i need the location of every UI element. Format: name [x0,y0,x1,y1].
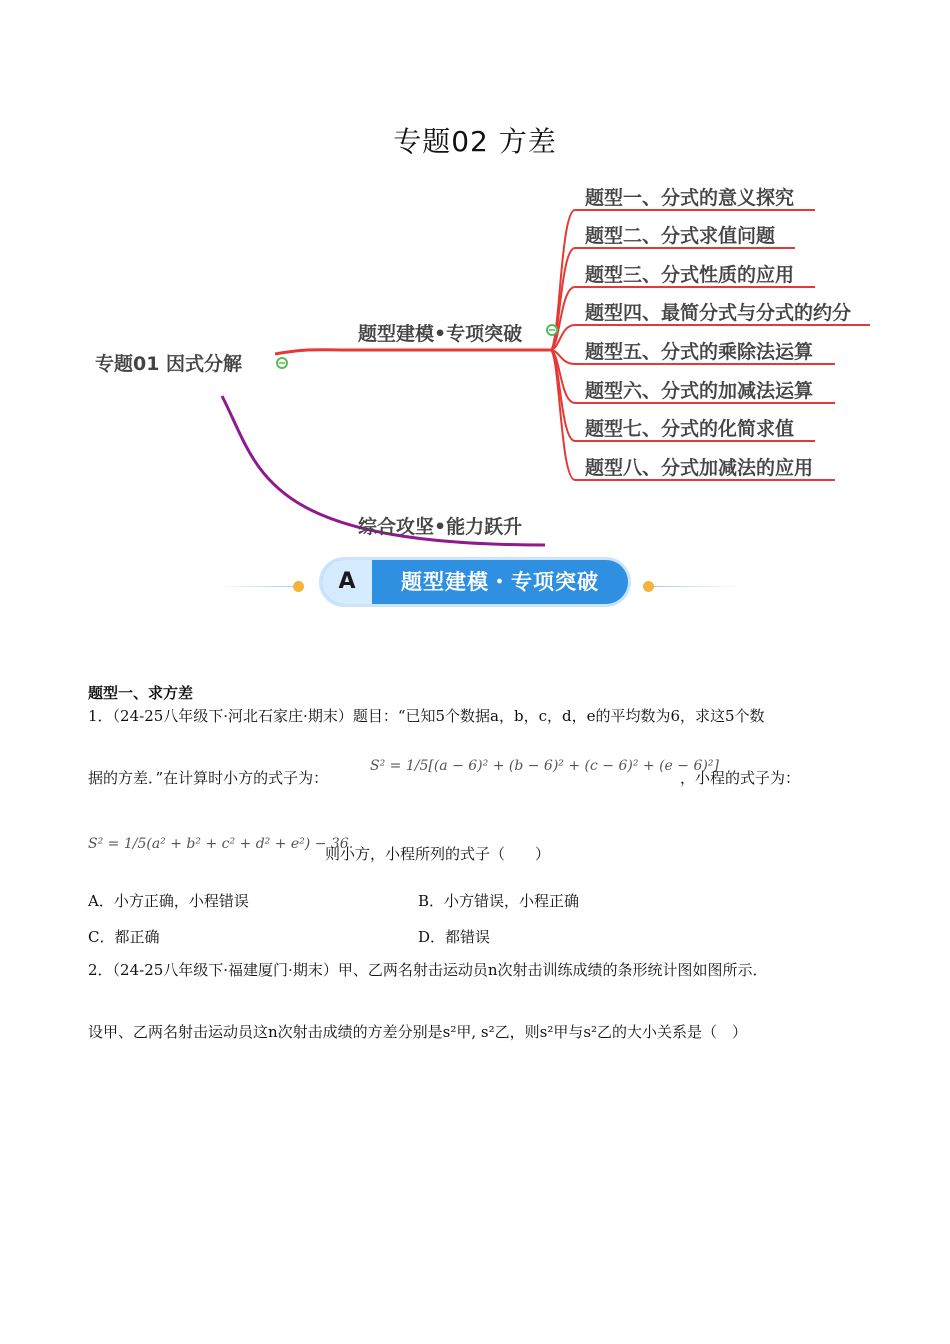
section-title: 题型一、求方差 [88,684,194,702]
q1-line2 [88,768,328,788]
mindmap-item: 题型四、最简分式与分式的约分 [585,302,852,324]
mindmap-root: 专题01 因式分解 [95,353,243,375]
option-b[interactable]: B．小方错误，小程正确 [418,892,580,910]
q1-line2-pre: 据的方差．”在计算时小方的式子为： [88,769,329,787]
mindmap-item: 题型六、分式的加减法运算 [585,380,814,402]
banner-right-line [650,586,740,587]
option-d[interactable]: D．都错误 [418,928,491,946]
q1-formula1: S² = 1/5[(a − 6)² + (b − 6)² + (c − 6)² + (e − 6)²] [370,758,719,774]
option-a[interactable]: A．小方正确，小程错误 [88,892,249,910]
banner-text: 题型建模・专项突破 [401,570,599,594]
mind-map [0,170,950,550]
mindmap-item: 题型八、分式加减法的应用 [585,457,814,479]
q1-line3-post: 则小方，小程所列的式子（ ） [325,845,551,863]
mindmap-item: 题型七、分式的化简求值 [585,418,795,440]
banner-left-dot [293,581,304,592]
q1-line2-post: ，小程的式子为： [680,769,801,787]
mindmap-item: 题型三、分式性质的应用 [585,264,795,286]
option-c[interactable]: C．都正确 [88,928,160,946]
banner-right-dot [643,581,654,592]
banner-letter: A [322,560,372,604]
q1-line1: 1．（24-25八年级下·河北石家庄·期末）题目：“已知5个数据a，b，c，d，e的平均数为6，求这5个数 [88,707,765,725]
branch1-line [275,350,550,354]
q2-line2: 设甲、乙两名射击运动员这n次射击成绩的方差分别是s²甲, s²乙，则s²甲与s²乙的大小关系是（ ） [88,1023,748,1041]
mindmap-branch2: 综合攻坚•能力跃升 [358,516,523,538]
mindmap-item: 题型五、分式的乘除法运算 [585,341,814,363]
mindmap-branch1: 题型建模•专项突破 [358,323,523,345]
section-banner [322,560,628,604]
mindmap-item: 题型二、分式求值问题 [585,225,776,247]
q2-line1: 2．（24-25八年级下·福建厦门·期末）甲、乙两名射击运动员n次射击训练成绩的条形统计图如图所示． [88,961,768,979]
mindmap-item: 题型一、分式的意义探究 [585,187,795,209]
banner-left-line [215,586,300,587]
q1-formula2: S² = 1/5(a² + b² + c² + d² + e²) − 36. [88,836,354,852]
page-title: 专题02 方差 [393,125,557,158]
